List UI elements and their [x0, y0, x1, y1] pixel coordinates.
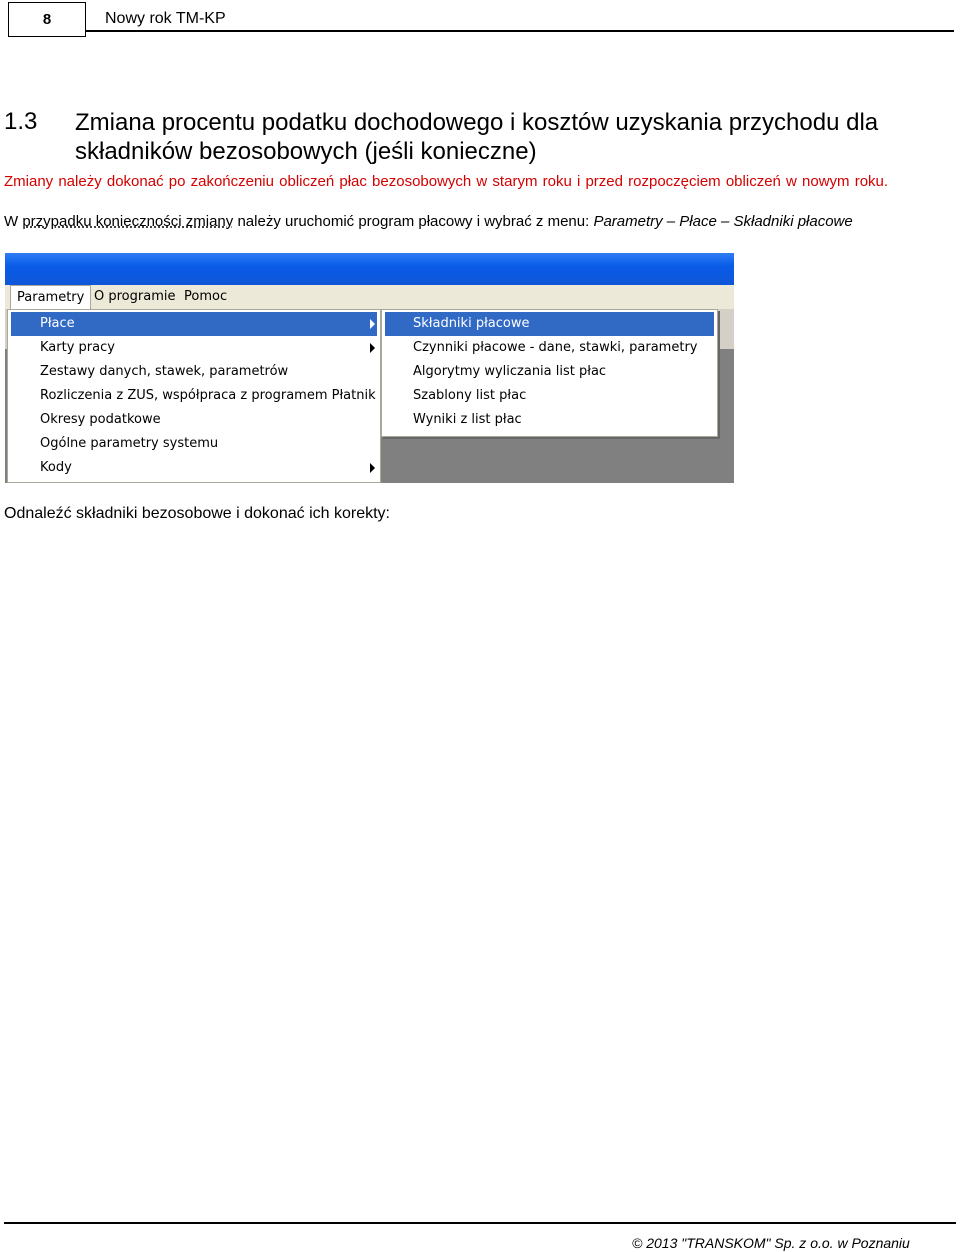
menu-item-label: Karty pracy [40, 340, 115, 355]
section-title: Zmiana procentu podatku dochodowego i kosztów uzyskania przychodu dla składników bezosobowych (jeśli konieczne) [75, 109, 879, 165]
submenu-item-skladniki-placowe[interactable]: Składniki płacowe [385, 312, 714, 336]
submenu-item-szablony[interactable]: Szablony list płac [413, 388, 527, 403]
menu-item-ogolne-parametry[interactable] [11, 432, 377, 456]
instruction-paragraph [4, 212, 959, 232]
section-number: 1.3 [4, 108, 38, 135]
menu-item-label: Kody [40, 460, 72, 475]
footer-rule [4, 1222, 956, 1224]
menubar-item-parametry[interactable]: Parametry [10, 285, 91, 309]
submenu-item-wyniki[interactable]: Wyniki z list płac [413, 412, 522, 427]
submenu-arrow-icon [370, 343, 375, 353]
place-submenu [381, 309, 718, 437]
menu-path: Parametry – Płace – Składniki płacowe [593, 213, 853, 230]
submenu-arrow-icon [370, 463, 375, 473]
header-rule [86, 30, 954, 32]
running-header-title: Nowy rok TM-KP [105, 10, 226, 27]
window-titlebar [5, 253, 734, 285]
menu-item-label: Zestawy danych, stawek, parametrów [40, 364, 289, 379]
submenu-arrow-icon [370, 319, 375, 329]
menubar-item-pomoc[interactable]: Pomoc [184, 289, 228, 304]
menu-item-kody[interactable] [11, 456, 377, 480]
instruction-underlined: przypadku konieczności zmiany [22, 213, 234, 230]
menu-item-label: Płace [40, 316, 75, 331]
submenu-item-czynniki-placowe[interactable]: Czynniki płacowe - dane, stawki, parametry [413, 340, 698, 355]
menu-item-label: Rozliczenia z ZUS, współpraca z programem Płatnik [40, 388, 376, 403]
footer-copyright: © 2013 "TRANSKOM" Sp. z o.o. w Poznaniu [632, 1235, 910, 1251]
app-menu-screenshot [5, 253, 734, 483]
menu-item-zestawy[interactable] [11, 360, 377, 384]
menu-item-karty-pracy[interactable] [11, 336, 377, 360]
menu-item-place[interactable] [11, 312, 377, 336]
submenu-item-algorytmy[interactable]: Algorytmy wyliczania list płac [413, 364, 607, 379]
instruction-rest: należy uruchomić program płacowy i wybrać z menu: [237, 213, 590, 230]
menu-item-okresy-podatkowe[interactable] [11, 408, 377, 432]
warning-note: Zmiany należy dokonać po zakończeniu obliczeń płac bezosobowych w starym roku i przed rozpoczęciem obliczeń w nowym roku. [4, 173, 889, 190]
menu-item-rozliczenia-zus[interactable] [11, 384, 377, 408]
menu-item-label: Okresy podatkowe [40, 412, 161, 427]
menu-item-label: Ogólne parametry systemu [40, 436, 219, 451]
parametry-dropdown-menu [7, 309, 381, 483]
menubar-item-o-programie[interactable]: O programie [94, 289, 176, 304]
instruction-w: W [4, 213, 19, 230]
page-number: 8 [8, 2, 86, 37]
follow-up-instruction: Odnaleźć składniki bezosobowe i dokonać ich korekty: [4, 505, 390, 522]
menubar [5, 285, 734, 309]
